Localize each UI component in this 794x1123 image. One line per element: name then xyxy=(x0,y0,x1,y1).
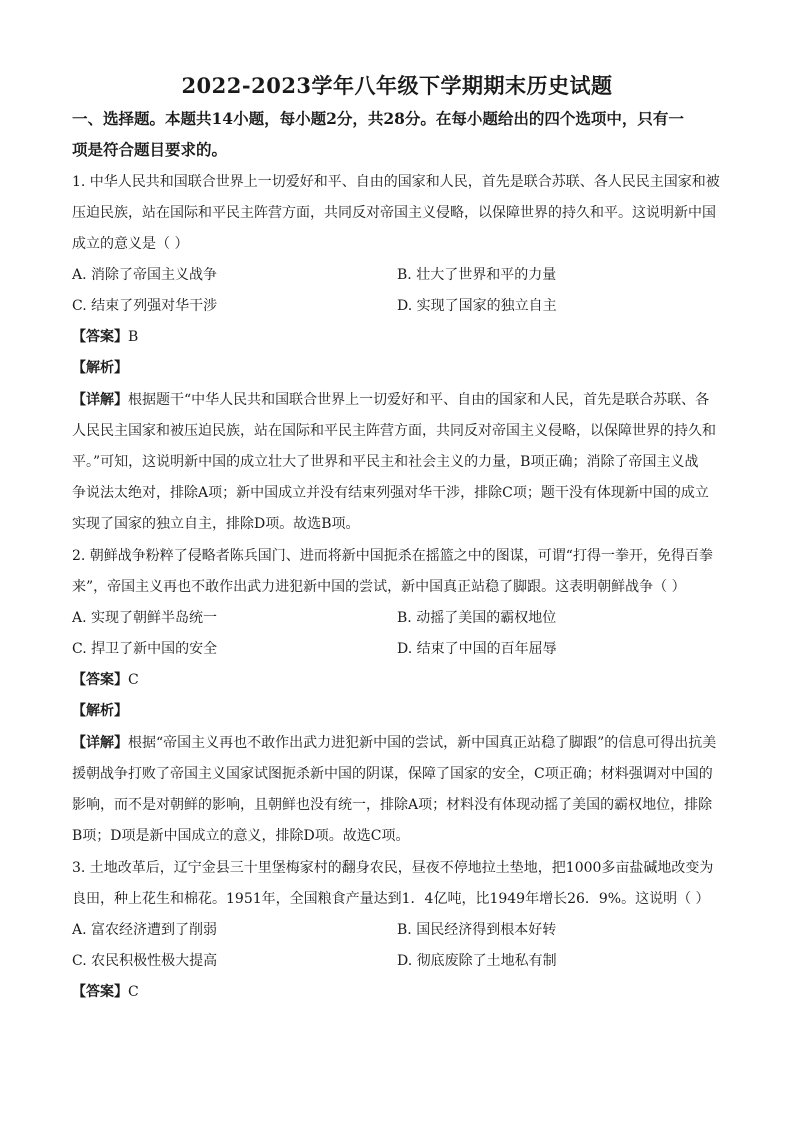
q3-option-a: A. 富农经济遭到了削弱 xyxy=(72,922,218,938)
detail-label: 【详解】 xyxy=(72,735,128,751)
q1-analysis-label xyxy=(72,359,128,377)
q2-answer-value: C xyxy=(128,672,139,688)
q1-answer xyxy=(72,328,138,346)
q2-detail-line1 xyxy=(72,734,716,752)
q2-detail-text1: 根据“帝国主义再也不敢作出武力进犯新中国的尝试，新中国真正站稳了脚跟”的信息可得出抗美 xyxy=(128,735,717,751)
q1-option-b: B. 壮大了世界和平的力量 xyxy=(397,267,557,283)
q3-answer xyxy=(72,983,139,1001)
q1-detail-line3: 平。”可知，这说明新中国的成立壮大了世界和平民主和社会主义的力量，B项正确；消除了帝国主义战 xyxy=(72,454,699,470)
q1-option-a: A. 消除了帝国主义战争 xyxy=(72,267,218,283)
q1-stem-line2: 压迫民族，站在国际和平民主阵营方面，共同反对帝国主义侵略，以保障世界的持久和平。这说明新中国 xyxy=(72,205,716,221)
section-heading-line2: 项是符合题目要求的。 xyxy=(72,140,228,159)
q1-option-c: C. 结束了列强对华干涉 xyxy=(72,298,218,314)
q2-answer xyxy=(72,671,139,689)
q2-analysis-label xyxy=(72,702,128,720)
q3-answer-value: C xyxy=(128,984,139,1000)
analysis-label: 【解析】 xyxy=(72,703,128,719)
q2-option-b: B. 动摇了美国的霸权地位 xyxy=(397,610,557,626)
q3-option-d: D. 彻底废除了土地私有制 xyxy=(397,953,557,969)
q3-option-c: C. 农民积极性极大提高 xyxy=(72,953,218,969)
q2-detail-line4: B项；D项是新中国成立的意义，排除D项。故选C项。 xyxy=(72,828,410,844)
q3-option-b: B. 国民经济得到根本好转 xyxy=(397,922,557,938)
q3-stem-line1: 3. 土地改革后，辽宁金县三十里堡梅家村的翻身农民，昼夜不停地拉土垫地，把1000多亩盐碱地改变为 xyxy=(72,860,714,876)
q2-option-a: A. 实现了朝鲜半岛统一 xyxy=(72,610,218,626)
q1-option-d: D. 实现了国家的独立自主 xyxy=(397,298,557,314)
q1-detail-line4: 争说法太绝对，排除A项；新中国成立并没有结束列强对华干涉，排除C项；题干没有体现新中国的成立 xyxy=(72,485,709,501)
q2-option-d: D. 结束了中国的百年屈辱 xyxy=(397,641,557,657)
q1-detail-text1: 根据题干“中华人民共和国联合世界上一切爱好和平、自由的国家和人民，首先是联合苏联、各 xyxy=(128,392,710,408)
q2-detail-line2: 援朝战争打败了帝国主义国家试图扼杀新中国的阴谋，保障了国家的安全，C项正确；材料强调对中国的 xyxy=(72,766,713,782)
answer-label: 【答案】 xyxy=(72,984,128,1000)
q1-answer-value: B xyxy=(128,329,139,345)
q1-detail-line5: 实现了国家的独立自主，排除D项。故选B项。 xyxy=(72,516,360,532)
answer-label: 【答案】 xyxy=(72,672,128,688)
detail-label: 【详解】 xyxy=(72,392,128,408)
q1-detail-line1 xyxy=(72,391,709,409)
q1-stem-line1: 1. 中华人民共和国联合世界上一切爱好和平、自由的国家和人民，首先是联合苏联、各人民民主国家和被 xyxy=(72,174,720,190)
q2-option-c: C. 捍卫了新中国的安全 xyxy=(72,641,218,657)
q1-detail-line2: 人民民主国家和被压迫民族，站在国际和平民主阵营方面，共同反对帝国主义侵略，以保障世界的持久和 xyxy=(72,423,716,439)
section-heading-line1: 一、选择题。本题共14小题，每小题2分，共28分。在每小题给出的四个选项中，只有一 xyxy=(72,109,684,128)
answer-label: 【答案】 xyxy=(72,329,128,345)
q2-stem-line2: 来”，帝国主义再也不敢作出武力进犯新中国的尝试，新中国真正站稳了脚跟。这表明朝鲜战争（ ） xyxy=(72,579,686,595)
q3-stem-line2: 良田，种上花生和棉花。1951年，全国粮食产量达到1．4亿吨，比1949年增长26．9%。这说明（ ） xyxy=(72,891,710,907)
page-title: 2022-2023学年八年级下学期期末历史试题 xyxy=(181,73,613,98)
q1-stem-line3: 成立的意义是（ ） xyxy=(72,236,189,252)
q2-detail-line3: 影响，而不是对朝鲜的影响，且朝鲜也没有统一，排除A项；材料没有体现动摇了美国的霸权地位，排除 xyxy=(72,797,713,813)
q2-stem-line1: 2. 朝鲜战争粉粹了侵略者陈兵国门、进而将新中国扼杀在摇篮之中的图谋，可谓“打得一拳开，免得百拳 xyxy=(72,548,713,564)
analysis-label: 【解析】 xyxy=(72,360,128,376)
